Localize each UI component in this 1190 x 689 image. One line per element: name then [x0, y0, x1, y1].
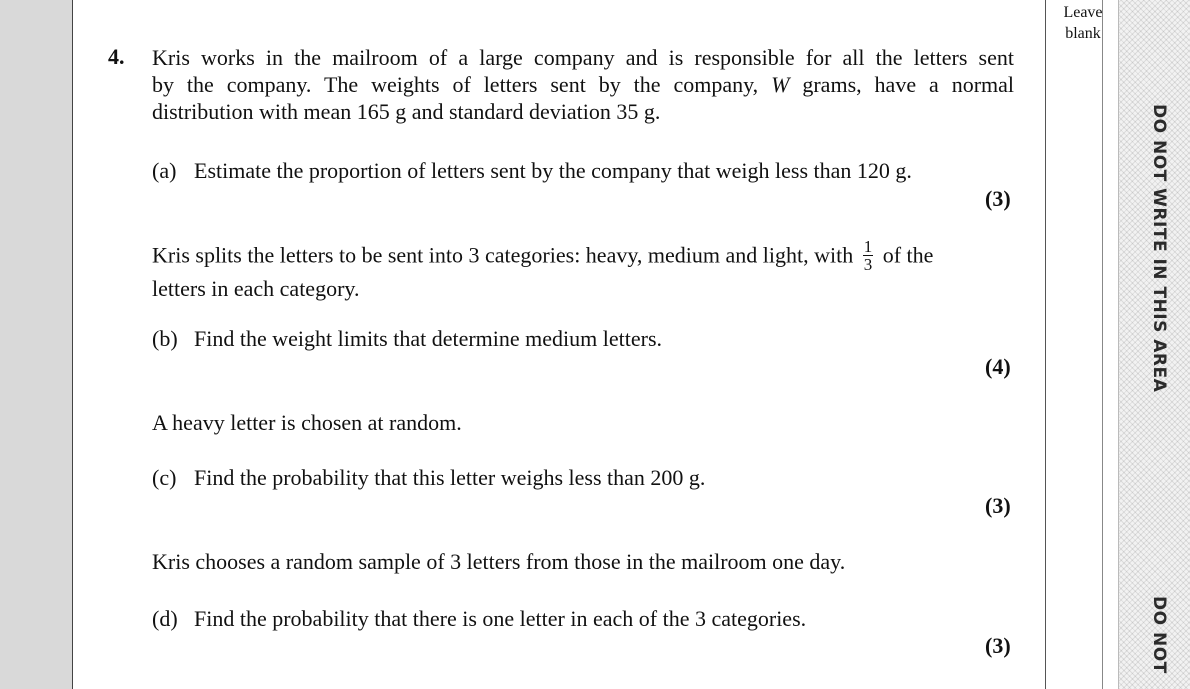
part-c-marks: (3): [985, 493, 1011, 518]
fraction-one-third: [863, 238, 874, 273]
part-a-text: Estimate the proportion of letters sent by the company that weigh less than 120 g.: [194, 158, 912, 183]
part-c-label: (c): [152, 465, 177, 490]
part-b-text: Find the weight limits that determine medium letters.: [194, 326, 663, 351]
fraction-denominator: 3: [863, 255, 873, 274]
categories-text-line2: letters in each category.: [152, 276, 360, 301]
stem-line-2-end: grams, have a normal: [789, 72, 1015, 97]
part-d: [152, 605, 806, 632]
part-a: [152, 157, 912, 184]
heavy-letter-paragraph: A heavy letter is chosen at random.: [152, 410, 462, 435]
stem-line-3: distribution with mean 165 g and standard deviation 35 g.: [152, 99, 661, 124]
do-not-write-warning-partial: DO NOT: [1149, 596, 1169, 674]
part-a-label: (a): [152, 158, 177, 183]
variable-w: W: [771, 72, 790, 97]
part-c-text: Find the probability that this letter weighs less than 200 g.: [194, 465, 706, 490]
categories-text-end: of the: [882, 242, 934, 268]
sample-paragraph: Kris chooses a random sample of 3 letters from those in the mailroom one day.: [152, 549, 846, 574]
leave-blank-label: [1052, 2, 1114, 44]
stem-line-2: [152, 71, 1014, 98]
leave-blank-line2: blank: [1065, 25, 1101, 42]
question-stem: [152, 44, 1014, 125]
part-b-label: (b): [152, 326, 178, 351]
question-number: 4.: [108, 44, 125, 69]
leave-blank-divider: [1102, 0, 1103, 689]
part-d-marks: (3): [985, 633, 1011, 658]
do-not-write-warning: DO NOT WRITE IN THIS AREA: [1149, 104, 1169, 393]
part-b-marks: (4): [985, 354, 1011, 379]
leave-blank-line1: Leave: [1063, 4, 1103, 21]
fraction-numerator: 1: [863, 237, 873, 256]
categories-paragraph: [152, 237, 934, 302]
margin-divider: [1045, 0, 1046, 689]
stem-line-2-start: by the company. The weights of letters sent by the company,: [152, 72, 772, 97]
categories-text: Kris splits the letters to be sent into 3 categories: heavy, medium and light, with: [152, 242, 854, 268]
part-b: [152, 325, 662, 352]
part-d-label: (d): [152, 606, 178, 631]
part-c: [152, 464, 705, 491]
part-d-text: Find the probability that there is one letter in each of the 3 categories.: [194, 606, 807, 631]
part-a-marks: (3): [985, 186, 1011, 211]
stem-line-1: Kris works in the mailroom of a large company and is responsible for all the letters sent: [152, 45, 1014, 70]
